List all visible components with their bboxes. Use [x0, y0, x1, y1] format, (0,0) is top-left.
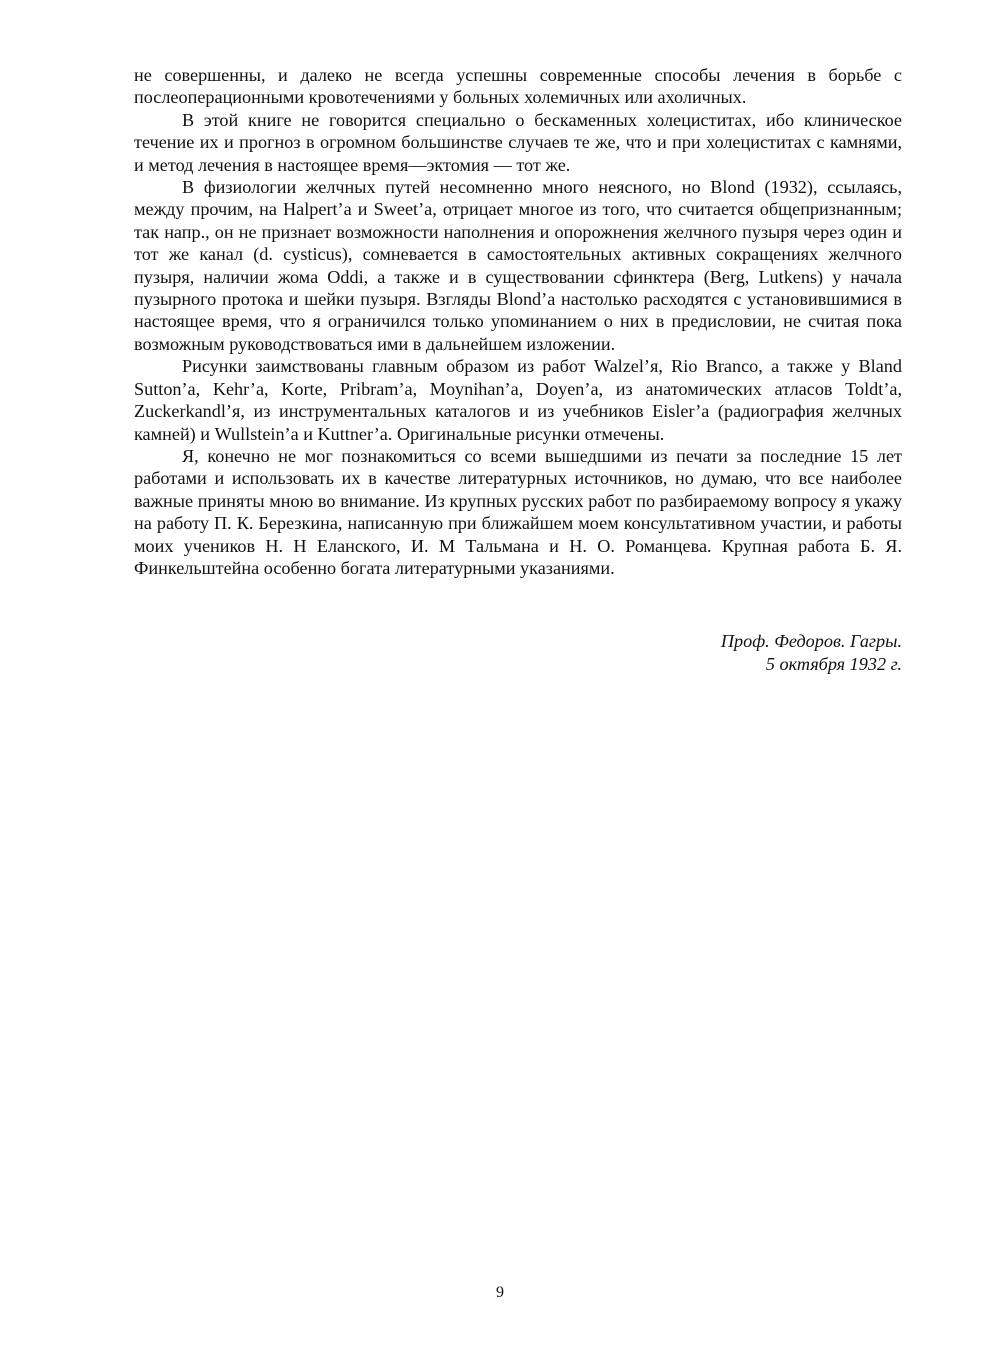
paragraph-literature: Я, конечно не мог познакомиться со всеми вышедшими из печати за последние 15 лет работами и использовать их в качестве литературных источников, но думаю, что все наиболее важные приняты мною во внимание. Из крупных русских работ по разбираемому вопросу я укажу на работу П. К. Березкина, написанную при ближайшем моем консультативном участии, и работы моих учеников Н. Н Еланского, И. М Тальмана и Н. О. Романцева. Крупная работа Б. Я. Финкельштейна особенно богата литературными указаниями.: [134, 445, 902, 578]
body-text: [134, 64, 902, 579]
paragraph-continuation: не совершенны, и далеко не всегда успешны современные способы лечения в борьбе с послеоперационными кровотечениями у больных холемичных или ахоличных.: [134, 65, 902, 108]
paragraph-physiology: В физиологии желчных путей несомненно много неясного, но Blond (1932), ссылаясь, между прочим, на Halpert’a и Sweet’a, отрицает многое из того, что считается общепризнанным; так напр., он не признает возможности наполнения и опорожнения желчного пузыря через один и тот же канал (d. cysticus), сомневается в самостоятельных активных сокращениях желчного пузыря, наличии жома Oddi, а также и в существовании сфинктера (Berg, Lutkens) у начала пузырного протока и шейки пузыря. Взгляды Blond’a настолько расходятся с установившимися в настоящее время, что я ограничился только упоминанием о них в предисловии, не считая пока возможным руководствоваться ими в дальнейшем изложении.: [134, 177, 902, 354]
signature-author-place: Проф. Федоров. Гагры.: [720, 631, 902, 651]
signature: [134, 630, 902, 676]
signature-date: 5 октября 1932 г.: [765, 654, 902, 674]
page-number: 9: [496, 1284, 504, 1301]
paragraph-acalculous-cholecystitis: В этой книге не говорится специально о бескаменных холециститах, ибо клиническое течение их и прогноз в огромном большинстве случаев те же, что и при холециститах с камнями, и метод лечения в настоящее время—эктомия — тот же.: [134, 109, 902, 175]
paragraph-illustrations: Рисунки заимствованы главным образом из работ Walzel’я, Rio Branco, а также у Bland Sutton’a, Kehr’a, Korte, Pribram’a, Moynihan’a, Doyen’a, из анатомических атласов Toldt’a, Zuckerkandl’я, из инструментальных каталогов и из учебников Eisler’a (радиография желчных камней) и Wullstein’a и Kuttner’a. Оригинальные рисунки отмечены.: [134, 356, 902, 444]
